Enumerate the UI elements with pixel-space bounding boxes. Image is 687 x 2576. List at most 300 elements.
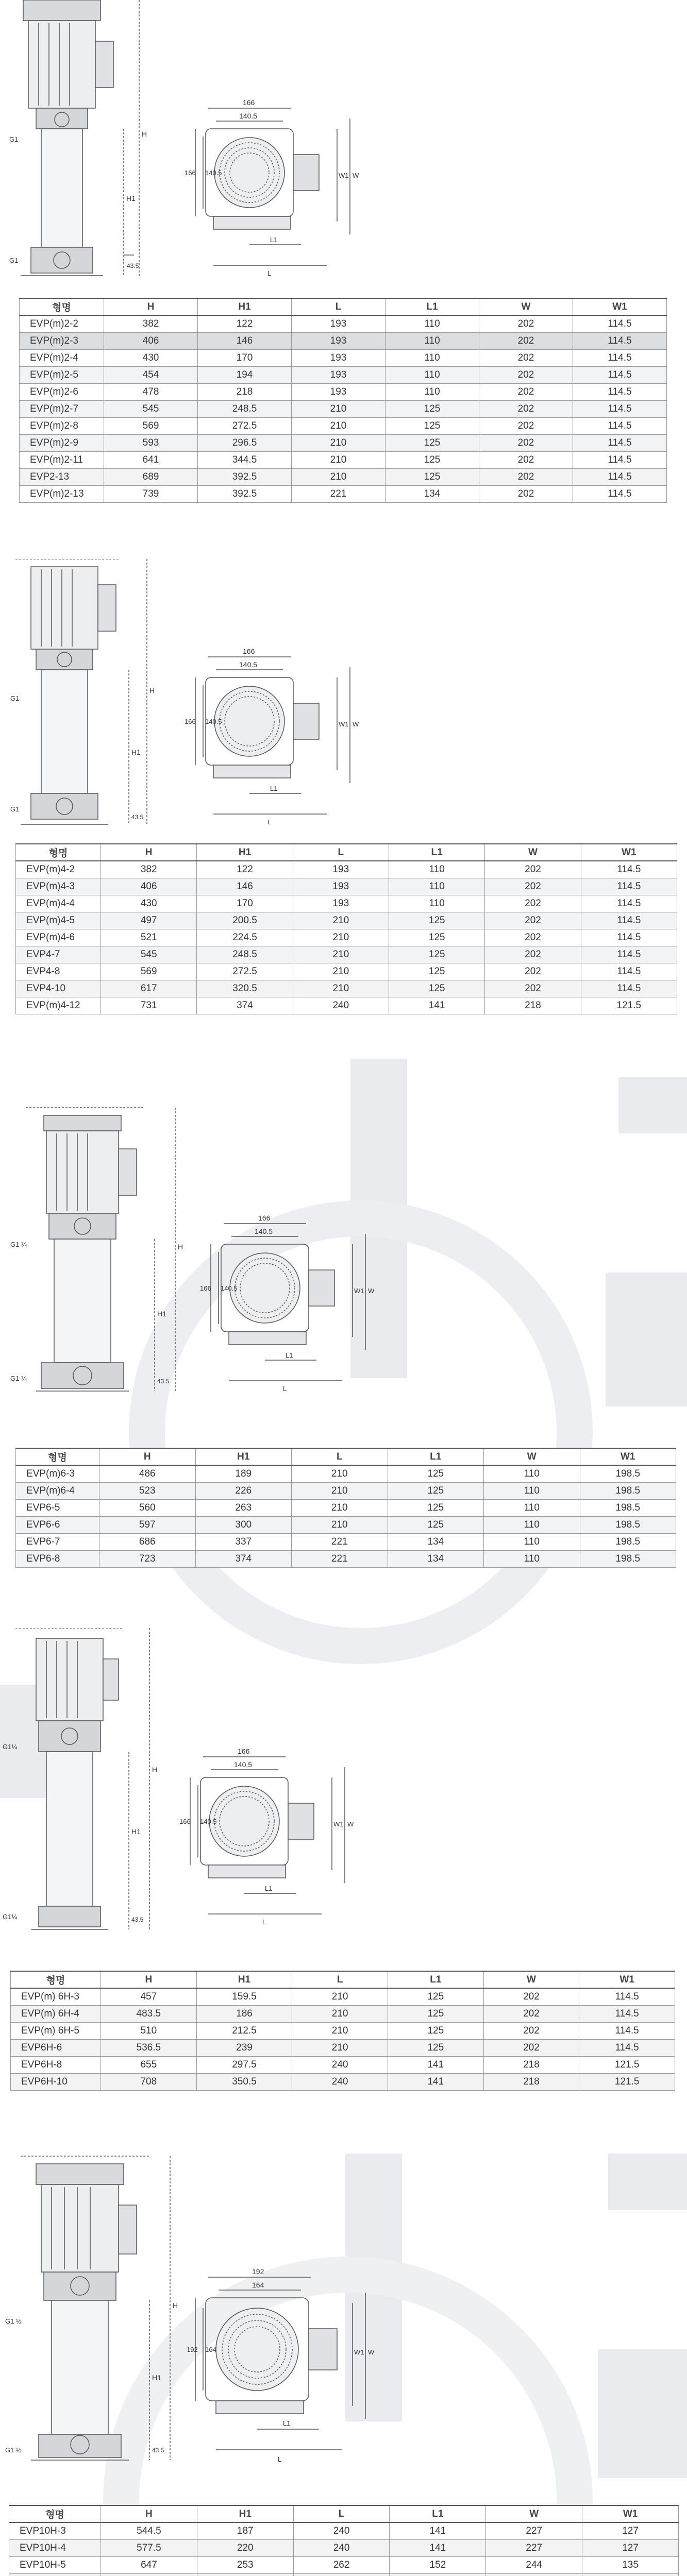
cell-l: 210: [292, 2005, 388, 2022]
cell-h: 689: [104, 468, 198, 485]
header-h1: H1: [195, 1448, 292, 1465]
cell-h: 545: [104, 400, 198, 417]
pump-top-view-drawing: [182, 98, 368, 289]
header-l: L: [293, 2505, 390, 2522]
w-label: W: [353, 720, 359, 728]
cell-w: 202: [485, 946, 581, 963]
cell-w: 110: [484, 1533, 580, 1550]
table-row: [11, 2039, 675, 2056]
w1-label: W1: [354, 1287, 364, 1295]
cell-w: 202: [483, 1988, 579, 2005]
header-h: H: [101, 844, 197, 861]
base-label: 43.5: [152, 2447, 164, 2454]
cell-h1: 212.5: [196, 2022, 292, 2039]
g1-bottom-label: G1 ½: [5, 2446, 22, 2454]
inner-height-label: 140.5: [221, 1284, 238, 1292]
cell-w1: 121.5: [579, 2073, 675, 2090]
cell-w1: 114.5: [581, 878, 677, 895]
header-h1: H1: [196, 1971, 292, 1988]
cell-h1: 224.5: [197, 929, 293, 946]
cell-w: 202: [479, 468, 573, 485]
cell-h: 430: [104, 349, 198, 366]
w1-label: W1: [339, 720, 349, 728]
cell-h1: 374: [195, 1550, 292, 1567]
cell-h1: 337: [195, 1533, 292, 1550]
cell-w: 202: [485, 929, 581, 946]
cell-h1: 239: [196, 2039, 292, 2056]
inner-height-label: 140.5: [200, 1818, 217, 1825]
cell-l1: 110: [386, 383, 479, 400]
cell-model: EVP10H-4: [9, 2539, 101, 2556]
cell-l: 240: [292, 2073, 388, 2090]
cell-h: 686: [99, 1533, 196, 1550]
l-label: L: [283, 1385, 287, 1393]
header-l1: L1: [389, 844, 484, 861]
cell-w: 202: [485, 963, 581, 980]
cell-l1: 110: [386, 349, 479, 366]
table-row: [9, 2539, 679, 2556]
cell-model: EVP(m)4-12: [16, 997, 101, 1014]
table-row: [16, 861, 677, 878]
cell-w1: 114.5: [573, 434, 667, 451]
cell-l: 210: [292, 1465, 388, 1482]
cell-l1: 110: [386, 366, 479, 383]
section-evp6: [0, 1105, 687, 1564]
pump-side-view-drawing: [0, 559, 180, 837]
cell-h1: 200.5: [197, 912, 293, 929]
header-w1: W1: [581, 844, 677, 861]
cell-l: 193: [292, 315, 386, 332]
cell-w1: 135: [582, 2556, 679, 2573]
cell-w: 110: [484, 1516, 580, 1533]
cell-model: EVP(m)4-3: [16, 878, 101, 895]
l1-label: L1: [286, 1351, 293, 1359]
cell-w1: 114.5: [573, 400, 667, 417]
header-model: 형명: [16, 1448, 99, 1465]
g1-bottom-label: G1¼: [3, 1913, 18, 1921]
cell-h: 382: [101, 861, 197, 878]
header-l: L: [292, 298, 386, 315]
cell-h1: 170: [197, 895, 293, 912]
cell-l1: 141: [390, 2522, 486, 2539]
pump-top-view-drawing: [182, 647, 368, 837]
table-row: [16, 963, 677, 980]
cell-l: 262: [293, 2556, 390, 2573]
table-row: [16, 929, 677, 946]
cell-h: [101, 2573, 197, 2576]
inner-width-label: 140.5: [239, 660, 258, 669]
cell-w: 110: [484, 1465, 580, 1482]
cell-l1: 125: [389, 980, 484, 997]
table-row: [20, 349, 667, 366]
h1-label: H1: [157, 1310, 166, 1318]
cell-model: EVP(m)2-7: [20, 400, 104, 417]
header-l1: L1: [386, 298, 479, 315]
cell-h1: 320.5: [197, 980, 293, 997]
cell-w1: 114.5: [581, 946, 677, 963]
cell-h: 569: [101, 963, 197, 980]
table-row: [16, 1499, 676, 1516]
cell-l1: 125: [386, 451, 479, 468]
table-row: [20, 434, 667, 451]
table-row: [16, 980, 677, 997]
cell-h: 486: [99, 1465, 196, 1482]
header-w: W: [483, 1971, 579, 1988]
cell-h1: 297.5: [196, 2056, 292, 2073]
section-evp2: [0, 0, 687, 499]
cell-l: 240: [292, 2056, 388, 2073]
cell-h: 544.5: [101, 2522, 197, 2539]
cell-l: 193: [292, 332, 386, 349]
cell-h: 655: [101, 2056, 197, 2073]
g1-top-label: G1: [9, 135, 19, 143]
cell-l1: 110: [386, 315, 479, 332]
g1-top-label: G1: [10, 694, 20, 702]
cell-l: 240: [293, 2522, 390, 2539]
cell-h: 723: [99, 1550, 196, 1567]
cell-l1: 125: [388, 2039, 483, 2056]
l-label: L: [267, 818, 272, 826]
cell-l: 210: [292, 2039, 388, 2056]
table-row: [20, 400, 667, 417]
header-model: 형명: [20, 298, 104, 315]
cell-w: 202: [479, 349, 573, 366]
cell-h: 731: [101, 997, 197, 1014]
cell-w: 218: [483, 2056, 579, 2073]
top-width-label: 166: [243, 647, 255, 655]
cell-h1: 170: [198, 349, 292, 366]
cell-model: EVP(m)6-4: [16, 1482, 99, 1499]
header-l1: L1: [388, 1971, 483, 1988]
cell-w1: 121.5: [581, 997, 677, 1014]
cell-h: 454: [104, 366, 198, 383]
table-row: [20, 383, 667, 400]
cell-w1: 114.5: [581, 895, 677, 912]
header-l1: L1: [390, 2505, 486, 2522]
w1-label: W1: [354, 2348, 364, 2356]
cell-w: 202: [479, 434, 573, 451]
outer-height-label: 166: [200, 1284, 212, 1292]
cell-l: 210: [292, 434, 386, 451]
table-row: [16, 1482, 676, 1499]
cell-w1: 114.5: [573, 332, 667, 349]
cell-l: 193: [293, 895, 389, 912]
base-label: 43.5: [131, 814, 144, 821]
cell-h: 593: [104, 434, 198, 451]
cell-w: 227: [486, 2522, 582, 2539]
cell-h: 510: [101, 2022, 197, 2039]
table-row: [11, 2056, 675, 2073]
cell-l1: 134: [386, 485, 479, 502]
header-w: W: [486, 2505, 582, 2522]
cell-l1: 141: [389, 997, 484, 1014]
table-row: [20, 417, 667, 434]
g1-bottom-label: G1 ¼: [10, 1375, 27, 1382]
header-model: 형명: [11, 1971, 101, 1988]
cell-model: EVP4-7: [16, 946, 101, 963]
cell-l: 210: [293, 946, 389, 963]
cell-l: [293, 2573, 390, 2576]
cell-model: EVP(m)2-3: [20, 332, 104, 349]
cell-h: 647: [101, 2556, 197, 2573]
cell-l: 240: [293, 2539, 390, 2556]
cell-w1: 114.5: [581, 963, 677, 980]
cell-h1: 253: [197, 2556, 293, 2573]
table-row: [16, 878, 677, 895]
h-label: H: [178, 1243, 183, 1251]
top-width-label: 166: [238, 1747, 250, 1755]
cell-w: 110: [484, 1550, 580, 1567]
cell-l: 240: [293, 997, 389, 1014]
cell-w1: 114.5: [581, 912, 677, 929]
cell-w: 227: [486, 2539, 582, 2556]
table-row: [20, 366, 667, 383]
cell-l1: 125: [389, 912, 484, 929]
cell-l1: 125: [388, 1499, 484, 1516]
spec-table-evp10h: [9, 2505, 679, 2576]
cell-l: 193: [293, 878, 389, 895]
cell-model: EVP(m) 6H-4: [11, 2005, 101, 2022]
cell-w1: 114.5: [573, 315, 667, 332]
header-w: W: [479, 298, 573, 315]
table-header-row: [20, 298, 667, 315]
cell-h: 577.5: [101, 2539, 197, 2556]
cell-w1: 198.5: [580, 1533, 676, 1550]
cell-l1: 141: [388, 2073, 483, 2090]
pump-top-view-drawing: [198, 1213, 383, 1404]
table-row: [20, 485, 667, 502]
top-width-label: 192: [252, 2267, 264, 2276]
cell-h1: 186: [196, 2005, 292, 2022]
w-label: W: [368, 1287, 375, 1295]
cell-model: EVP(m)2-2: [20, 315, 104, 332]
cell-l1: 125: [386, 468, 479, 485]
cell-w1: 127: [582, 2539, 679, 2556]
cell-model: EVP(m)4-2: [16, 861, 101, 878]
base-label: 43.5: [127, 262, 139, 269]
cell-l1: 125: [386, 400, 479, 417]
cell-w1: 114.5: [581, 929, 677, 946]
table-header-row: [16, 1448, 676, 1465]
cell-w: 202: [479, 485, 573, 502]
cell-w1: 114.5: [573, 451, 667, 468]
cell-l1: 125: [389, 963, 484, 980]
cell-l: 221: [292, 485, 386, 502]
table-row: [11, 2022, 675, 2039]
l1-label: L1: [283, 2419, 291, 2427]
pump-top-view-drawing: [177, 1747, 363, 1937]
header-h1: H1: [197, 844, 293, 861]
cell-w1: 114.5: [581, 861, 677, 878]
cell-l: 210: [292, 1988, 388, 2005]
top-width-label: 166: [258, 1214, 271, 1222]
outer-height-label: 166: [179, 1818, 191, 1825]
cell-h: 617: [101, 980, 197, 997]
h-label: H: [152, 1766, 158, 1774]
cell-w: 202: [485, 895, 581, 912]
cell-w1: 121.5: [579, 2056, 675, 2073]
cell-model: EVP(m)2-5: [20, 366, 104, 383]
w1-label: W1: [339, 172, 349, 179]
table-row: [16, 912, 677, 929]
cell-w: 202: [485, 861, 581, 878]
cell-l: 210: [292, 2022, 388, 2039]
inner-width-label: 140.5: [234, 1760, 253, 1769]
cell-w1: 114.5: [581, 980, 677, 997]
outer-height-label: 166: [185, 169, 196, 177]
cell-h: 497: [101, 912, 197, 929]
cell-l: 210: [293, 912, 389, 929]
w1-label: W1: [333, 1820, 344, 1828]
header-l1: L1: [388, 1448, 484, 1465]
h1-label: H1: [152, 2374, 161, 2382]
cell-model: EVP6-7: [16, 1533, 99, 1550]
cell-h: 523: [99, 1482, 196, 1499]
cell-model: EVP(m)6-3: [16, 1465, 99, 1482]
table-header-row: [9, 2505, 679, 2522]
cell-h1: 350.5: [196, 2073, 292, 2090]
h1-label: H1: [126, 194, 136, 202]
cell-w1: 114.5: [573, 468, 667, 485]
cell-model: EVP6H-10: [11, 2073, 101, 2090]
table-row: [20, 468, 667, 485]
cell-l1: 125: [389, 946, 484, 963]
cell-h1: 392.5: [198, 468, 292, 485]
cell-w1: 127: [582, 2522, 679, 2539]
cell-l1: 110: [389, 878, 484, 895]
header-model: 형명: [9, 2505, 101, 2522]
cell-w: 202: [483, 2022, 579, 2039]
cell-model: EVP6H-6: [11, 2039, 101, 2056]
cell-l1: 134: [388, 1550, 484, 1567]
cell-w: 218: [483, 2073, 579, 2090]
cell-model: EVP(m) 6H-3: [11, 1988, 101, 2005]
header-h1: H1: [198, 298, 292, 315]
cell-model: EVP(m)4-4: [16, 895, 101, 912]
cell-h1: 296.5: [198, 434, 292, 451]
cell-w1: 198.5: [580, 1516, 676, 1533]
cell-h: 478: [104, 383, 198, 400]
cell-h: 406: [101, 878, 197, 895]
header-l: L: [292, 1971, 388, 1988]
header-h: H: [101, 1971, 197, 1988]
cell-l: 193: [292, 349, 386, 366]
cell-w1: 198.5: [580, 1465, 676, 1482]
cell-h: 382: [104, 315, 198, 332]
cell-model: [9, 2573, 101, 2576]
cell-model: EVP(m)2-6: [20, 383, 104, 400]
header-w: W: [485, 844, 581, 861]
cell-h: 708: [101, 2073, 197, 2090]
cell-h: 545: [101, 946, 197, 963]
cell-w1: 114.5: [573, 349, 667, 366]
cell-model: EVP4-8: [16, 963, 101, 980]
cell-w1: 114.5: [573, 417, 667, 434]
cell-h: 597: [99, 1516, 196, 1533]
cell-h: 569: [104, 417, 198, 434]
section-evp10h: [0, 2154, 687, 2570]
g1-top-label: G1¼: [3, 1743, 18, 1751]
table-row: [9, 2522, 679, 2539]
cell-l: 193: [293, 861, 389, 878]
cell-l: 210: [292, 468, 386, 485]
header-w: W: [484, 1448, 580, 1465]
cell-model: EVP(m)2-11: [20, 451, 104, 468]
table-row: [16, 1533, 676, 1550]
cell-h1: 248.5: [197, 946, 293, 963]
h-label: H: [142, 130, 147, 138]
h1-label: H1: [131, 1827, 141, 1836]
table-row: [9, 2556, 679, 2573]
table-row: [16, 1465, 676, 1482]
spec-table-evp4: [15, 843, 677, 1014]
cell-l1: 141: [390, 2539, 486, 2556]
cell-model: EVP4-10: [16, 980, 101, 997]
cell-h1: [197, 2573, 293, 2576]
cell-h1: 248.5: [198, 400, 292, 417]
cell-l1: 110: [389, 895, 484, 912]
table-row: [11, 1988, 675, 2005]
cell-h1: 300: [195, 1516, 292, 1533]
cell-h1: 272.5: [198, 417, 292, 434]
cell-h: 430: [101, 895, 197, 912]
header-w1: W1: [580, 1448, 676, 1465]
cell-l1: 134: [388, 1533, 484, 1550]
cell-l1: 125: [386, 417, 479, 434]
cell-h1: 146: [198, 332, 292, 349]
cell-l: 210: [292, 1516, 388, 1533]
table-row: [11, 2073, 675, 2090]
cell-w: 202: [479, 400, 573, 417]
l-label: L: [262, 1918, 266, 1926]
g1-top-label: G1 ½: [5, 2317, 22, 2325]
header-h: H: [99, 1448, 196, 1465]
cell-h1: 220: [197, 2539, 293, 2556]
outer-height-label: 166: [185, 718, 196, 725]
cell-w1: 114.5: [579, 2039, 675, 2056]
cell-l1: 110: [386, 332, 479, 349]
cell-w: 202: [485, 878, 581, 895]
cell-model: EVP10H-5: [9, 2556, 101, 2573]
cell-model: EVP6-5: [16, 1499, 99, 1516]
cell-l1: 125: [388, 1988, 483, 2005]
inner-width-label: 140.5: [255, 1227, 273, 1235]
table-header-row: [16, 844, 677, 861]
header-w1: W1: [582, 2505, 679, 2522]
g1-bottom-label: G1: [9, 257, 19, 264]
cell-model: EVP(m)2-8: [20, 417, 104, 434]
cell-model: EVP(m)2-9: [20, 434, 104, 451]
cell-w: [486, 2573, 582, 2576]
inner-height-label: 140.5: [205, 718, 222, 725]
header-w1: W1: [573, 298, 667, 315]
cell-h1: 187: [197, 2522, 293, 2539]
cell-model: EVP6-6: [16, 1516, 99, 1533]
cell-h1: 146: [197, 878, 293, 895]
h-label: H: [149, 686, 155, 694]
cell-h1: 374: [197, 997, 293, 1014]
cell-model: EVP(m)2-13: [20, 485, 104, 502]
cell-l: 210: [292, 451, 386, 468]
cell-w1: 198.5: [580, 1550, 676, 1567]
cell-w: 202: [479, 332, 573, 349]
cell-w: 202: [485, 980, 581, 997]
table-row: [11, 2005, 675, 2022]
header-h1: H1: [197, 2505, 293, 2522]
cell-l1: 110: [389, 861, 484, 878]
cell-l1: 152: [390, 2556, 486, 2573]
spec-table-evp6: [15, 1448, 676, 1568]
